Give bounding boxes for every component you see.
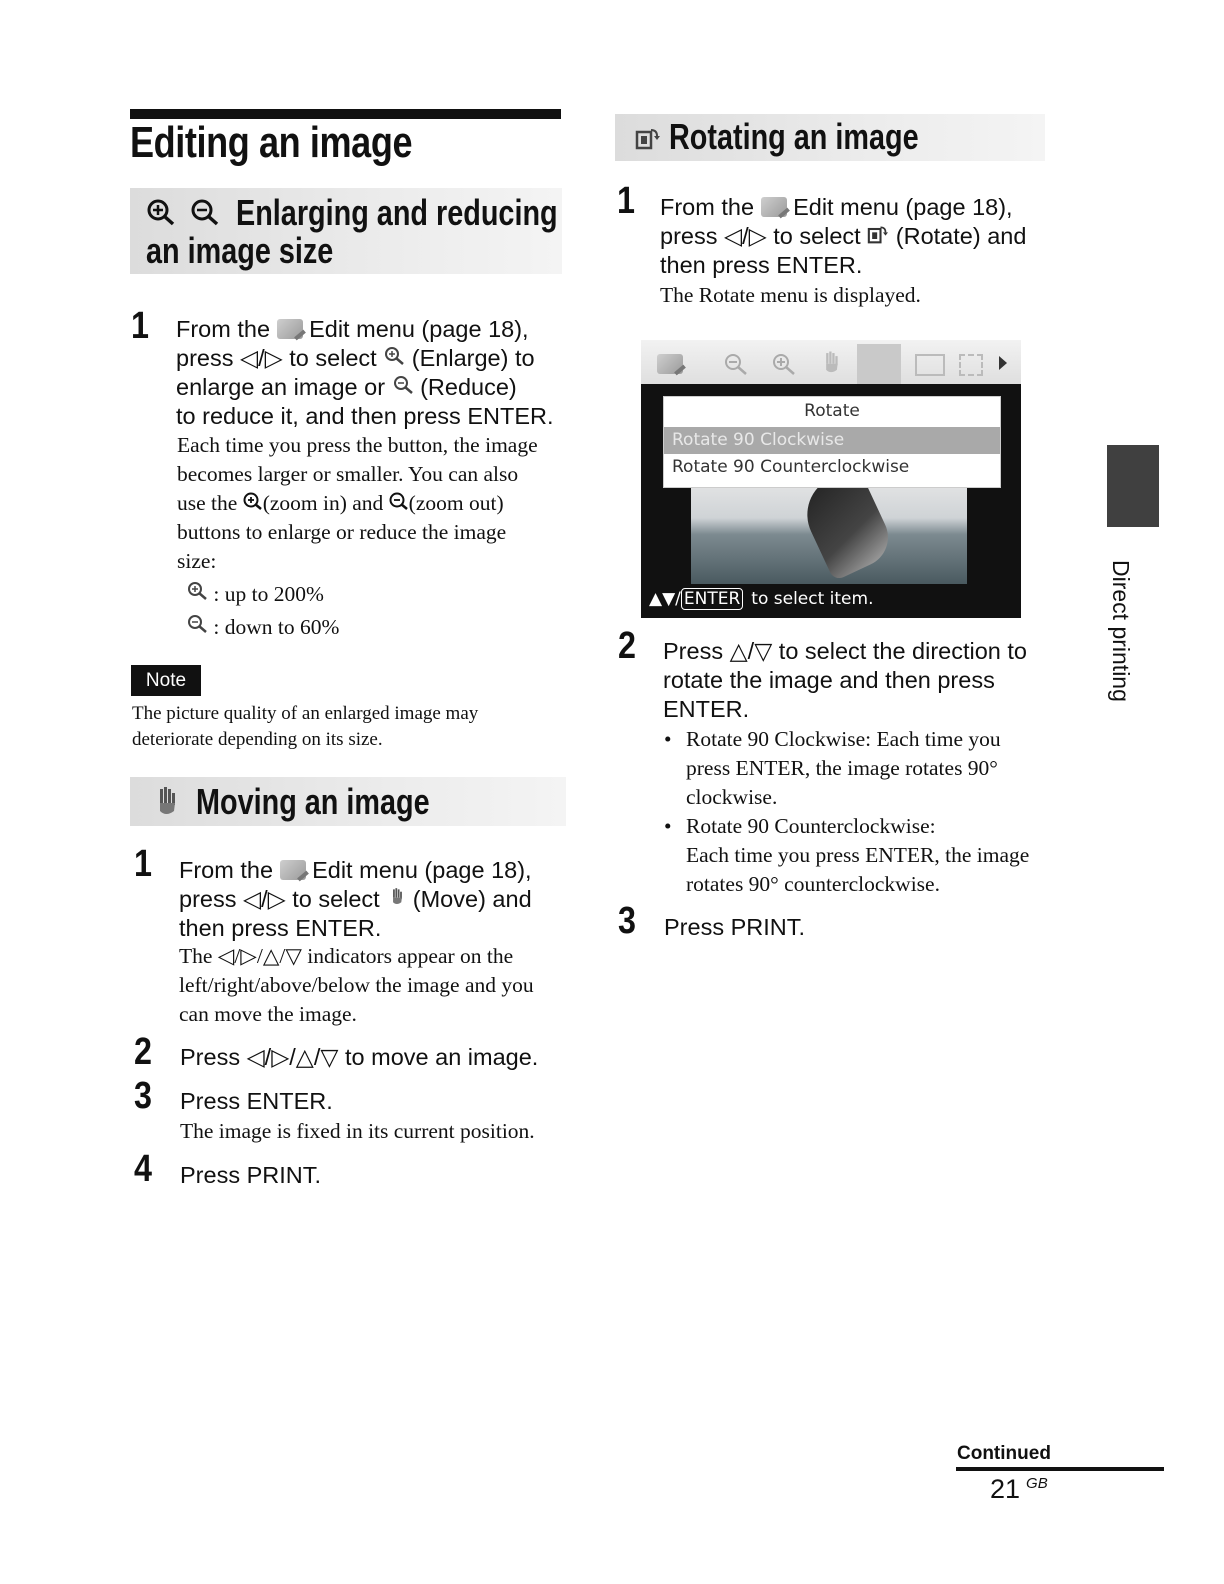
zoom-out-icon: [190, 198, 220, 228]
section-title: Moving an image: [196, 781, 430, 822]
page-number: 21 $^{GB}$: [990, 1474, 1048, 1504]
screen-hint: ▲▼/ ENTER to select item.: [649, 589, 874, 609]
zoom-out-icon: [186, 615, 208, 639]
continued-label: Continued: [957, 1443, 1051, 1464]
zoom-in-icon: [146, 198, 176, 228]
step-instruction: Press △/▽ to select the direction to rotate the image and then press ENTER.: [663, 638, 1027, 722]
step-description: The image is fixed in its current position.: [180, 1119, 535, 1143]
zoom-out-icon: [723, 352, 749, 376]
step-description: The ◁/▷/△/▽ indicators appear on the left/right/above/below the image and you can move the image.: [179, 944, 534, 1026]
section-title-line2: an image size: [146, 230, 334, 271]
section-title: Rotating an image: [669, 116, 919, 157]
section-title-line1: Enlarging and reducing: [236, 192, 558, 233]
photo-preview: [691, 474, 967, 584]
rotate-icon: [635, 126, 661, 150]
chevron-right-icon: [999, 356, 1007, 370]
step-number: 3: [618, 900, 636, 942]
step-description: Each time you press the button, the image becomes larger or smaller. You can also use the (zoom in) and (zoom out) buttons to enlarge or reduce the image size:: [177, 433, 538, 573]
frame-icon: [915, 354, 945, 376]
step-instruction: From the Edit menu (page 18), press ◁/▷ to select (Rotate) and then press ENTER.: [660, 194, 1027, 278]
rotate-icon-selected: [857, 344, 901, 384]
step-number: 1: [134, 843, 152, 885]
edit-menu-icon: [280, 860, 306, 880]
zoom-out-icon: [392, 373, 414, 402]
step-number: 1: [617, 180, 635, 222]
note-label: Note: [131, 665, 201, 696]
menu-option-counterclockwise[interactable]: Rotate 90 Counterclockwise: [672, 457, 910, 477]
step-instruction: Press PRINT.: [664, 914, 806, 940]
section-heading-enlarge: [130, 188, 562, 274]
zoom-in-icon: [771, 352, 797, 376]
rotate-icon: [867, 223, 889, 249]
step-instruction: From the Edit menu (page 18), press ◁/▷ to select (Enlarge) to enlarge an image or (Reduce) to reduce it, and then press ENTER.: [176, 316, 554, 429]
zoom-in-button-icon: [243, 491, 263, 515]
step-instruction: From the Edit menu (page 18), press ◁/▷ to select (Move) and then press ENTER.: [179, 857, 532, 941]
move-hand-icon: [817, 350, 843, 376]
section-heading-move: [130, 777, 566, 826]
rotate-menu-screen: [641, 340, 1021, 618]
step-number: 2: [618, 625, 636, 667]
step-number: 1: [131, 305, 149, 347]
zoom-out-button-icon: [389, 491, 409, 515]
step-number: 4: [134, 1148, 152, 1190]
move-hand-icon: [148, 785, 182, 819]
screen-body: [641, 384, 1021, 618]
edit-menu-icon: [657, 354, 683, 374]
zoom-limit-list: : up to 200% : down to 60%: [186, 578, 339, 644]
footer-rule: [956, 1467, 1164, 1471]
zoom-in-icon: [383, 344, 405, 373]
menu-option-clockwise[interactable]: Rotate 90 Clockwise: [664, 427, 1000, 454]
menu-title: Rotate: [804, 401, 860, 421]
move-hand-icon: [386, 886, 406, 912]
enter-key-badge: ENTER: [681, 588, 743, 610]
chapter-tab: [1107, 445, 1159, 527]
option-list: • Rotate 90 Clockwise: Each time you press ENTER, the image rotates 90° clockwise. • Rotate 90 Counterclockwise: Each time you press ENTER, the image rotates 90° counterclockwise.: [686, 725, 1029, 899]
zoom-in-icon: [186, 582, 208, 606]
step-instruction: Press ENTER.: [180, 1088, 333, 1114]
chapter-label: Direct printing: [1108, 560, 1134, 702]
step-description: The Rotate menu is displayed.: [660, 283, 921, 307]
step-number: 3: [134, 1075, 152, 1117]
note-text: The picture quality of an enlarged image may deteriorate depending on its size.: [132, 703, 479, 750]
page-title: Editing an image: [130, 118, 413, 167]
step-instruction: Press PRINT.: [180, 1162, 322, 1188]
step-number: 2: [134, 1031, 152, 1073]
edit-menu-icon: [277, 319, 303, 339]
section-heading-rotate: [615, 114, 1045, 161]
rotate-menu: [663, 396, 1001, 488]
step-instruction: Press ◁/▷/△/▽ to move an image.: [180, 1044, 539, 1070]
crop-icon: [959, 354, 983, 376]
edit-toolbar: [641, 340, 1021, 386]
edit-menu-icon: [761, 197, 787, 217]
